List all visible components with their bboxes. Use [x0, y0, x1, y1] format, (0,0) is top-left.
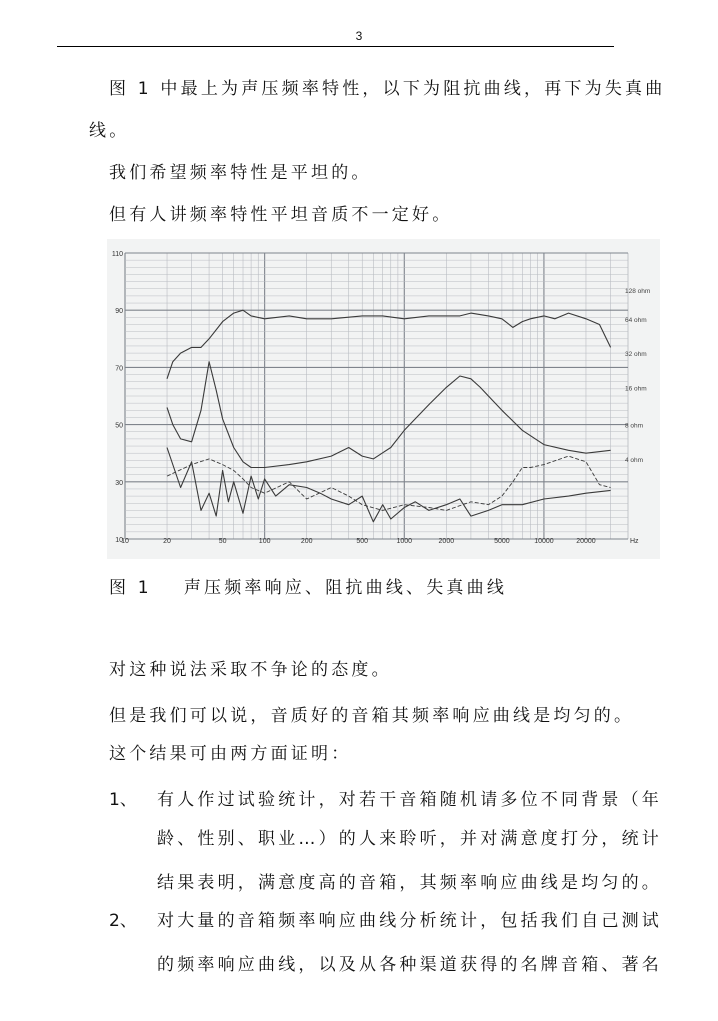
ohm-label: 64 ohm — [625, 316, 647, 324]
caption-text: 声压频率响应、阻抗曲线、失真曲线 — [183, 578, 508, 598]
x-tick-label: 1000 — [396, 538, 413, 545]
list-1-line-2: 龄、性别、职业…）的人来聆听，并对满意度打分，统计 — [157, 829, 662, 849]
paragraph-1-line-2: 线。 — [89, 121, 130, 141]
y-tick-label: 90 — [115, 308, 123, 316]
figure-caption — [109, 578, 507, 598]
x-tick-label: 20 — [163, 538, 171, 545]
paragraph-1-line-1: 图 1 中最上为声压频率特性，以下为阻抗曲线，再下为失真曲 — [109, 79, 666, 99]
caption-number: 图 1 — [109, 578, 152, 598]
list-1-line-1: 有人作过试验统计，对若干音箱随机请多位不同背景（年 — [157, 790, 662, 810]
paragraph-3: 但有人讲频率特性平坦音质不一定好。 — [109, 205, 453, 225]
y-tick-label: 30 — [115, 479, 123, 487]
x-tick-label: 500 — [356, 538, 369, 545]
x-unit-label: Hz — [630, 538, 639, 545]
list-number-2: 2、 — [109, 911, 137, 931]
list-number-1: 1、 — [109, 790, 137, 810]
x-tick-label: 20000 — [576, 538, 596, 545]
list-1-line-3: 结果表明，满意度高的音箱，其频率响应曲线是均匀的。 — [157, 873, 662, 893]
y-tick-label: 10 — [115, 537, 123, 544]
x-tick-label: 10000 — [534, 538, 554, 545]
ohm-label: 128 ohm — [625, 288, 651, 296]
y-tick-label: 70 — [115, 365, 123, 373]
x-tick-label: 100 — [258, 538, 271, 545]
list-2-line-1: 对大量的音箱频率响应曲线分析统计，包括我们自己测试 — [157, 911, 662, 931]
ohm-label: 4 ohm — [625, 456, 644, 464]
frequency-response-chart — [107, 239, 660, 559]
x-tick-label: 10 — [121, 538, 129, 545]
ohm-label: 32 ohm — [625, 351, 647, 359]
header-rule — [57, 46, 614, 47]
chart-background — [107, 239, 660, 559]
x-tick-label: 200 — [300, 538, 313, 545]
paragraph-6: 这个结果可由两方面证明： — [109, 744, 352, 764]
y-tick-label: 110 — [111, 251, 123, 258]
y-tick-label: 50 — [115, 422, 123, 430]
page-number: 3 — [355, 29, 363, 43]
x-tick-label: 5000 — [494, 538, 510, 545]
ohm-label: 8 ohm — [625, 422, 644, 430]
paragraph-2: 我们希望频率特性是平坦的。 — [109, 163, 372, 183]
x-tick-label: 50 — [218, 538, 227, 545]
chart-grid — [125, 253, 628, 539]
paragraph-5: 但是我们可以说，音质好的音箱其频率响应曲线是均匀的。 — [109, 706, 635, 726]
list-2-line-2: 的频率响应曲线，以及从各种渠道获得的名牌音箱、著名 — [157, 955, 662, 975]
x-tick-label: 2000 — [438, 538, 455, 545]
paragraph-4: 对这种说法采取不争论的态度。 — [109, 660, 392, 680]
ohm-label: 16 ohm — [625, 385, 647, 393]
